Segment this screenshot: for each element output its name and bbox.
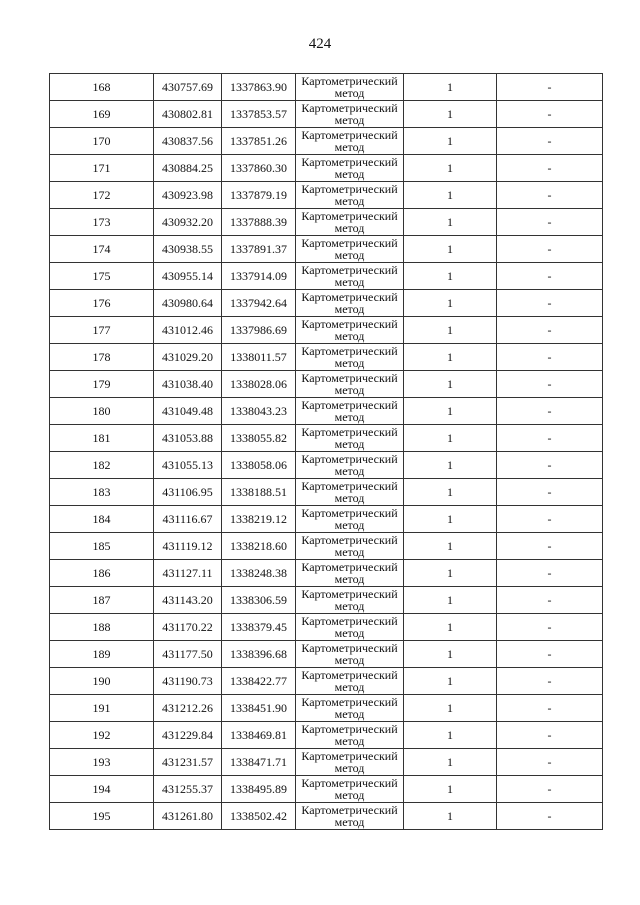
method-line-1: Картометрический [301, 641, 398, 655]
y-coordinate-cell: 1338471.71 [222, 749, 296, 776]
accuracy-cell: 1 [404, 749, 497, 776]
y-coordinate-cell: 1337863.90 [222, 74, 296, 101]
y-coordinate-cell: 1338058.06 [222, 452, 296, 479]
y-coordinate-cell: 1338219.12 [222, 506, 296, 533]
note-cell: - [497, 749, 603, 776]
method-line-1: Картометрический [301, 74, 398, 88]
method-cell [296, 479, 404, 506]
method-cell [296, 155, 404, 182]
x-coordinate-cell: 431231.57 [154, 749, 222, 776]
x-coordinate-cell: 430757.69 [154, 74, 222, 101]
point-number-cell: 188 [50, 614, 154, 641]
method-line-2: метод [334, 707, 365, 721]
method-cell [296, 749, 404, 776]
y-coordinate-cell: 1338055.82 [222, 425, 296, 452]
x-coordinate-cell: 431049.48 [154, 398, 222, 425]
accuracy-cell: 1 [404, 74, 497, 101]
x-coordinate-cell: 430884.25 [154, 155, 222, 182]
note-cell: - [497, 344, 603, 371]
method-cell [296, 182, 404, 209]
y-coordinate-cell: 1338011.57 [222, 344, 296, 371]
accuracy-cell: 1 [404, 101, 497, 128]
x-coordinate-cell: 431106.95 [154, 479, 222, 506]
note-cell: - [497, 722, 603, 749]
method-line-1: Картометрический [301, 722, 398, 736]
x-coordinate-cell: 430955.14 [154, 263, 222, 290]
x-coordinate-cell: 431127.11 [154, 560, 222, 587]
accuracy-cell: 1 [404, 533, 497, 560]
y-coordinate-cell: 1338422.77 [222, 668, 296, 695]
point-number-cell: 182 [50, 452, 154, 479]
method-cell [296, 209, 404, 236]
table-row [50, 479, 603, 506]
table-row [50, 803, 603, 830]
method-line-1: Картометрический [301, 479, 398, 493]
x-coordinate-cell: 431038.40 [154, 371, 222, 398]
x-coordinate-cell: 431143.20 [154, 587, 222, 614]
x-coordinate-cell: 430923.98 [154, 182, 222, 209]
accuracy-cell: 1 [404, 398, 497, 425]
method-line-2: метод [334, 167, 365, 181]
method-cell [296, 236, 404, 263]
y-coordinate-cell: 1338469.81 [222, 722, 296, 749]
point-number-cell: 183 [50, 479, 154, 506]
note-cell: - [497, 560, 603, 587]
page-number: 424 [308, 36, 332, 52]
table-row [50, 398, 603, 425]
x-coordinate-cell: 431212.26 [154, 695, 222, 722]
accuracy-cell: 1 [404, 317, 497, 344]
y-coordinate-cell: 1338218.60 [222, 533, 296, 560]
table-row [50, 263, 603, 290]
method-line-1: Картометрический [301, 425, 398, 439]
method-cell [296, 533, 404, 560]
note-cell: - [497, 317, 603, 344]
method-line-1: Картометрический [301, 587, 398, 601]
method-line-1: Картометрический [301, 290, 398, 304]
method-cell [296, 101, 404, 128]
x-coordinate-cell: 430802.81 [154, 101, 222, 128]
method-line-2: метод [334, 140, 365, 154]
table-row [50, 344, 603, 371]
note-cell: - [497, 398, 603, 425]
method-line-2: метод [334, 653, 365, 667]
point-number-cell: 181 [50, 425, 154, 452]
table-row [50, 722, 603, 749]
note-cell: - [497, 236, 603, 263]
table-row [50, 776, 603, 803]
point-number-cell: 177 [50, 317, 154, 344]
method-line-1: Картометрический [301, 695, 398, 709]
method-line-1: Картометрический [301, 263, 398, 277]
method-line-1: Картометрический [301, 749, 398, 763]
y-coordinate-cell: 1338451.90 [222, 695, 296, 722]
note-cell: - [497, 533, 603, 560]
x-coordinate-cell: 430980.64 [154, 290, 222, 317]
table-row [50, 614, 603, 641]
accuracy-cell: 1 [404, 506, 497, 533]
accuracy-cell: 1 [404, 344, 497, 371]
method-line-1: Картометрический [301, 776, 398, 790]
note-cell: - [497, 290, 603, 317]
x-coordinate-cell: 431116.67 [154, 506, 222, 533]
table-row [50, 506, 603, 533]
x-coordinate-cell: 430837.56 [154, 128, 222, 155]
accuracy-cell: 1 [404, 722, 497, 749]
accuracy-cell: 1 [404, 425, 497, 452]
accuracy-cell: 1 [404, 668, 497, 695]
method-line-2: метод [334, 464, 365, 478]
accuracy-cell: 1 [404, 182, 497, 209]
x-coordinate-cell: 431055.13 [154, 452, 222, 479]
accuracy-cell: 1 [404, 290, 497, 317]
method-cell [296, 128, 404, 155]
table-row [50, 317, 603, 344]
x-coordinate-cell: 431119.12 [154, 533, 222, 560]
method-cell [296, 317, 404, 344]
point-number-cell: 192 [50, 722, 154, 749]
method-line-2: метод [334, 275, 365, 289]
method-cell [296, 776, 404, 803]
method-cell [296, 398, 404, 425]
table-row [50, 695, 603, 722]
method-line-2: метод [334, 491, 365, 505]
y-coordinate-cell: 1337942.64 [222, 290, 296, 317]
table-row [50, 668, 603, 695]
point-number-cell: 175 [50, 263, 154, 290]
x-coordinate-cell: 431053.88 [154, 425, 222, 452]
point-number-cell: 187 [50, 587, 154, 614]
accuracy-cell: 1 [404, 641, 497, 668]
method-line-2: метод [334, 410, 365, 424]
method-line-2: метод [334, 680, 365, 694]
accuracy-cell: 1 [404, 128, 497, 155]
accuracy-cell: 1 [404, 560, 497, 587]
method-line-1: Картометрический [301, 668, 398, 682]
table-row [50, 74, 603, 101]
y-coordinate-cell: 1338043.23 [222, 398, 296, 425]
method-line-1: Картометрический [301, 398, 398, 412]
y-coordinate-cell: 1337879.19 [222, 182, 296, 209]
point-number-cell: 193 [50, 749, 154, 776]
coordinates-table [49, 73, 603, 830]
method-line-1: Картометрический [301, 614, 398, 628]
y-coordinate-cell: 1338028.06 [222, 371, 296, 398]
note-cell: - [497, 803, 603, 830]
method-cell [296, 263, 404, 290]
method-line-2: метод [334, 302, 365, 316]
accuracy-cell: 1 [404, 776, 497, 803]
method-line-1: Картометрический [301, 155, 398, 169]
note-cell: - [497, 695, 603, 722]
y-coordinate-cell: 1337914.09 [222, 263, 296, 290]
method-cell [296, 803, 404, 830]
y-coordinate-cell: 1337986.69 [222, 317, 296, 344]
point-number-cell: 186 [50, 560, 154, 587]
note-cell: - [497, 101, 603, 128]
method-line-2: метод [334, 599, 365, 613]
x-coordinate-cell: 431012.46 [154, 317, 222, 344]
accuracy-cell: 1 [404, 614, 497, 641]
point-number-cell: 191 [50, 695, 154, 722]
y-coordinate-cell: 1338495.89 [222, 776, 296, 803]
x-coordinate-cell: 431190.73 [154, 668, 222, 695]
accuracy-cell: 1 [404, 479, 497, 506]
method-line-2: метод [334, 815, 365, 829]
method-cell [296, 587, 404, 614]
note-cell: - [497, 74, 603, 101]
accuracy-cell: 1 [404, 452, 497, 479]
method-line-2: метод [334, 194, 365, 208]
note-cell: - [497, 128, 603, 155]
method-line-1: Картометрический [301, 182, 398, 196]
note-cell: - [497, 506, 603, 533]
y-coordinate-cell: 1338306.59 [222, 587, 296, 614]
coordinates-table-body [50, 74, 603, 830]
method-line-2: метод [334, 221, 365, 235]
point-number-cell: 180 [50, 398, 154, 425]
table-row [50, 587, 603, 614]
note-cell: - [497, 263, 603, 290]
method-cell [296, 74, 404, 101]
method-cell [296, 722, 404, 749]
note-cell: - [497, 425, 603, 452]
y-coordinate-cell: 1337851.26 [222, 128, 296, 155]
note-cell: - [497, 209, 603, 236]
accuracy-cell: 1 [404, 236, 497, 263]
point-number-cell: 170 [50, 128, 154, 155]
method-cell [296, 695, 404, 722]
method-cell [296, 506, 404, 533]
table-row [50, 641, 603, 668]
method-line-2: метод [334, 572, 365, 586]
point-number-cell: 172 [50, 182, 154, 209]
y-coordinate-cell: 1338248.38 [222, 560, 296, 587]
method-line-1: Картометрический [301, 803, 398, 817]
y-coordinate-cell: 1337888.39 [222, 209, 296, 236]
method-line-1: Картометрический [301, 209, 398, 223]
point-number-cell: 184 [50, 506, 154, 533]
method-cell [296, 668, 404, 695]
accuracy-cell: 1 [404, 587, 497, 614]
accuracy-cell: 1 [404, 803, 497, 830]
x-coordinate-cell: 430932.20 [154, 209, 222, 236]
table-row [50, 371, 603, 398]
method-cell [296, 425, 404, 452]
method-cell [296, 452, 404, 479]
accuracy-cell: 1 [404, 695, 497, 722]
table-row [50, 290, 603, 317]
method-line-1: Картометрический [301, 533, 398, 547]
x-coordinate-cell: 431261.80 [154, 803, 222, 830]
note-cell: - [497, 371, 603, 398]
method-cell [296, 641, 404, 668]
point-number-cell: 179 [50, 371, 154, 398]
note-cell: - [497, 155, 603, 182]
accuracy-cell: 1 [404, 263, 497, 290]
method-line-2: метод [334, 545, 365, 559]
method-line-1: Картометрический [301, 128, 398, 142]
method-line-2: метод [334, 329, 365, 343]
x-coordinate-cell: 431229.84 [154, 722, 222, 749]
method-cell [296, 290, 404, 317]
y-coordinate-cell: 1338396.68 [222, 641, 296, 668]
note-cell: - [497, 479, 603, 506]
accuracy-cell: 1 [404, 155, 497, 182]
table-row [50, 128, 603, 155]
method-line-1: Картометрический [301, 560, 398, 574]
note-cell: - [497, 668, 603, 695]
method-line-1: Картометрический [301, 317, 398, 331]
point-number-cell: 174 [50, 236, 154, 263]
note-cell: - [497, 587, 603, 614]
method-line-1: Картометрический [301, 101, 398, 115]
point-number-cell: 194 [50, 776, 154, 803]
method-line-2: метод [334, 437, 365, 451]
table-row [50, 236, 603, 263]
point-number-cell: 176 [50, 290, 154, 317]
point-number-cell: 169 [50, 101, 154, 128]
y-coordinate-cell: 1338188.51 [222, 479, 296, 506]
y-coordinate-cell: 1338502.42 [222, 803, 296, 830]
method-line-1: Картометрический [301, 236, 398, 250]
point-number-cell: 189 [50, 641, 154, 668]
note-cell: - [497, 452, 603, 479]
y-coordinate-cell: 1338379.45 [222, 614, 296, 641]
y-coordinate-cell: 1337891.37 [222, 236, 296, 263]
table-row [50, 155, 603, 182]
method-line-2: метод [334, 86, 365, 100]
table-row [50, 182, 603, 209]
table-row [50, 425, 603, 452]
method-line-2: метод [334, 761, 365, 775]
point-number-cell: 190 [50, 668, 154, 695]
x-coordinate-cell: 431255.37 [154, 776, 222, 803]
point-number-cell: 195 [50, 803, 154, 830]
method-line-2: метод [334, 248, 365, 262]
accuracy-cell: 1 [404, 371, 497, 398]
x-coordinate-cell: 431029.20 [154, 344, 222, 371]
point-number-cell: 171 [50, 155, 154, 182]
point-number-cell: 168 [50, 74, 154, 101]
point-number-cell: 178 [50, 344, 154, 371]
method-line-2: метод [334, 788, 365, 802]
method-line-2: метод [334, 626, 365, 640]
method-line-1: Картометрический [301, 344, 398, 358]
method-cell [296, 560, 404, 587]
table-row [50, 560, 603, 587]
table-row [50, 209, 603, 236]
accuracy-cell: 1 [404, 209, 497, 236]
method-line-2: метод [334, 113, 365, 127]
method-cell [296, 614, 404, 641]
note-cell: - [497, 776, 603, 803]
method-line-1: Картометрический [301, 452, 398, 466]
table-row [50, 749, 603, 776]
y-coordinate-cell: 1337853.57 [222, 101, 296, 128]
note-cell: - [497, 614, 603, 641]
method-line-1: Картометрический [301, 506, 398, 520]
method-line-2: метод [334, 383, 365, 397]
table-row [50, 452, 603, 479]
x-coordinate-cell: 431177.50 [154, 641, 222, 668]
method-line-2: метод [334, 356, 365, 370]
x-coordinate-cell: 430938.55 [154, 236, 222, 263]
table-row [50, 533, 603, 560]
y-coordinate-cell: 1337860.30 [222, 155, 296, 182]
method-line-1: Картометрический [301, 371, 398, 385]
method-line-2: метод [334, 734, 365, 748]
note-cell: - [497, 182, 603, 209]
method-line-2: метод [334, 518, 365, 532]
point-number-cell: 185 [50, 533, 154, 560]
x-coordinate-cell: 431170.22 [154, 614, 222, 641]
method-cell [296, 344, 404, 371]
table-row [50, 101, 603, 128]
note-cell: - [497, 641, 603, 668]
point-number-cell: 173 [50, 209, 154, 236]
method-cell [296, 371, 404, 398]
